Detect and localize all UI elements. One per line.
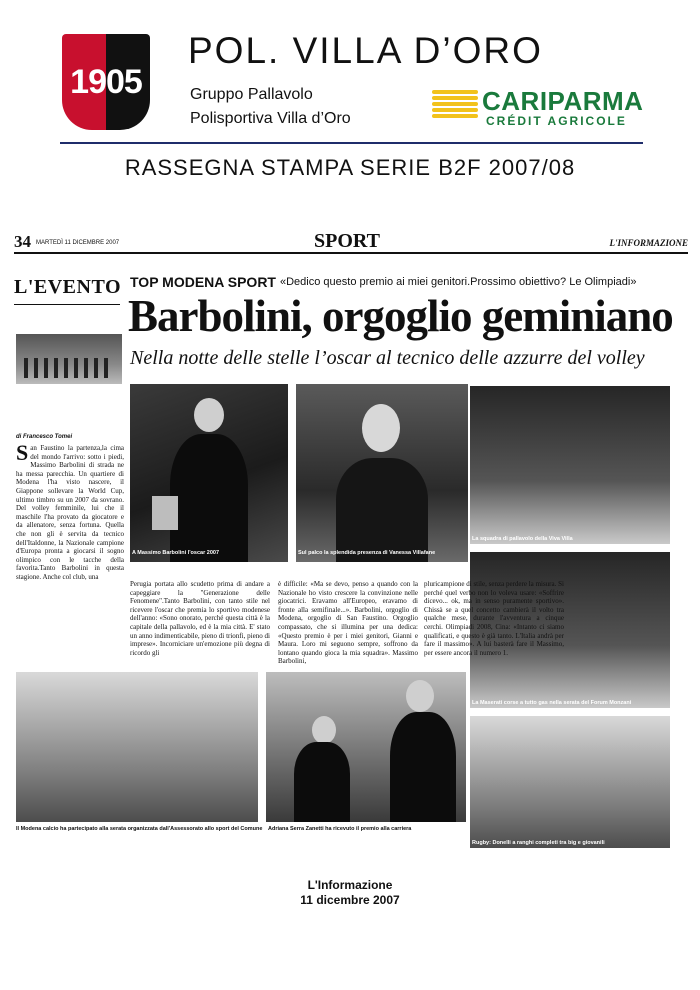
caption-serra-zanetti: Adriana Serra Zanetti ha ricevuto il premio alla carriera (268, 826, 412, 832)
article-column-4: pluricampione di stile, senza perdere la misura. Si perché quel verbo non lo voleva usare: «Soffrire dicevo... ok, ma in senso puramente sportivo». Chissà se a quel concetto cambierà il volto tra qualche mese, durante l'avventura a cinque cerchi. Olimpiadi 2008, Cina: «Intanto ci siamo qualificati, e questo è già tanto. L'Italia andrà per fare il massimo». A lui basterà fare il Massimo, per essere ancora il numero 1. (424, 580, 564, 657)
paper-name: L'INFORMAZIONE (609, 238, 688, 248)
caption-maserati: La Maserati corse a tutto gas nella serata del Forum Monzani (472, 700, 632, 706)
article-column-2: Perugia portata allo scudetto prima di andare a capeggiare la "Generazione delle Fenomene".Tanto Barbolini, con tanto stile nel ricevere l'oscar che premia lo sportivo modenese dell'anno: «Sono onorato, perché questa città è la capitale della pallavolo, ed è la mia città. E' stato un anno indimenticabile, pieno di trionfi, pieno di imprese». Incorniciare un'emozione più degna di ricordo gli (130, 580, 270, 657)
caption-vanessa: Sul palco la splendida presenza di Vanessa Villafane (298, 550, 436, 556)
club-logo-text: 1905 (70, 62, 142, 101)
rubric-rule (14, 304, 120, 305)
sponsor-logo (432, 86, 642, 130)
article-kicker: TOP MODENA SPORT (130, 274, 276, 290)
photo-volley-team (470, 386, 670, 544)
page-date: MARTEDÌ 11 DICEMBRE 2007 (36, 240, 120, 246)
article-column-3: è difficile: «Ma se devo, penso a quando con la Nazionale ho visto crescere la convinzione nelle giocatrici. Eravamo all'Europeo, eravamo di fronte alla semifinale...». Barbolini, orgoglio di Modena, orgoglio di San Faustino. Orgoglio compassato, che si illumina per una dedica: «Questo premio è per i miei genitori, Gianni e Maura. Loro mi seguono sempre, soffrono da lontano quando gioca la mia squadra». Massimo Barbolini, (278, 580, 418, 666)
rubric-thumbnail-photo (16, 334, 122, 384)
article-headline: Barbolini, orgoglio geminiano (128, 291, 673, 341)
club-subtitle-2: Polisportiva Villa d’Oro (190, 110, 351, 127)
photo-rugby (470, 716, 670, 848)
rubric-label: L'EVENTO (14, 276, 121, 298)
page-number: 34 (14, 232, 31, 251)
article-text-1: an Faustino la partenza,la cima del mondo l'arrivo: sotto i piedi, Massimo Barbolini di strada ne ha messa parecchia. Un quartiere di Modena l'ha visto nascere, il Giappone sollevare la World Cup, ultimo timbro su un 2007 da sovrano. Del volley femminile, lui che il maschile l'ha provato da giocatore e da allenatore, senza fortuna. Quella che non gli è servita da tecnico dell'Italdonne, la Nazionale campione d'Europa pronta a giocarsi il sogno olimpico con le tacche della favorita.Tanto Barbolini in questa stagione. Anche col club, una (16, 444, 124, 581)
club-subtitle-1: Gruppo Pallavolo (190, 86, 313, 103)
article-kicker-quote: «Dedico questo premio ai miei genitori.Prossimo obiettivo? Le Olimpiadi» (280, 276, 637, 288)
club-title: POL. VILLA D’ORO (188, 30, 543, 71)
sponsor-stripes-icon (432, 90, 478, 124)
sponsor-subname: CRÉDIT AGRICOLE (486, 114, 627, 128)
section-title: SPORT (314, 230, 380, 252)
photo-vanessa-villafane (296, 384, 468, 562)
photo-serra-zanetti (266, 672, 466, 822)
article-column-1 (16, 440, 124, 582)
article-dropcap: S (16, 440, 29, 465)
caption-rugby: Rugby: Donelli a ranghi completi tra big e giovanili (472, 840, 605, 846)
club-logo (62, 34, 150, 130)
newspaper-clipping (14, 230, 688, 858)
photo-modena-calcio (16, 672, 258, 822)
caption-volley-team: La squadra di pallavolo della Viva Villa (472, 536, 573, 542)
caption-modena-calcio: Il Modena calcio ha partecipato alla serata organizzata dall'Assessorato allo sport del Comune (16, 826, 263, 832)
section-rule (14, 252, 688, 254)
source-date: 11 dicembre 2007 (300, 893, 400, 907)
article-byline: di Francesco Tomei (16, 434, 73, 440)
season-title: RASSEGNA STAMPA SERIE B2F 2007/08 (124, 155, 576, 180)
header-divider (60, 142, 643, 144)
article-subheadline: Nella notte delle stelle l’oscar al tecnico delle azzurre del volley (130, 347, 645, 369)
source-name: L'Informazione (307, 878, 393, 892)
caption-barbolini: A Massimo Barbolini l'oscar 2007 (132, 550, 219, 556)
sponsor-name: CARIPARMA (482, 86, 644, 116)
photo-barbolini (130, 384, 288, 562)
